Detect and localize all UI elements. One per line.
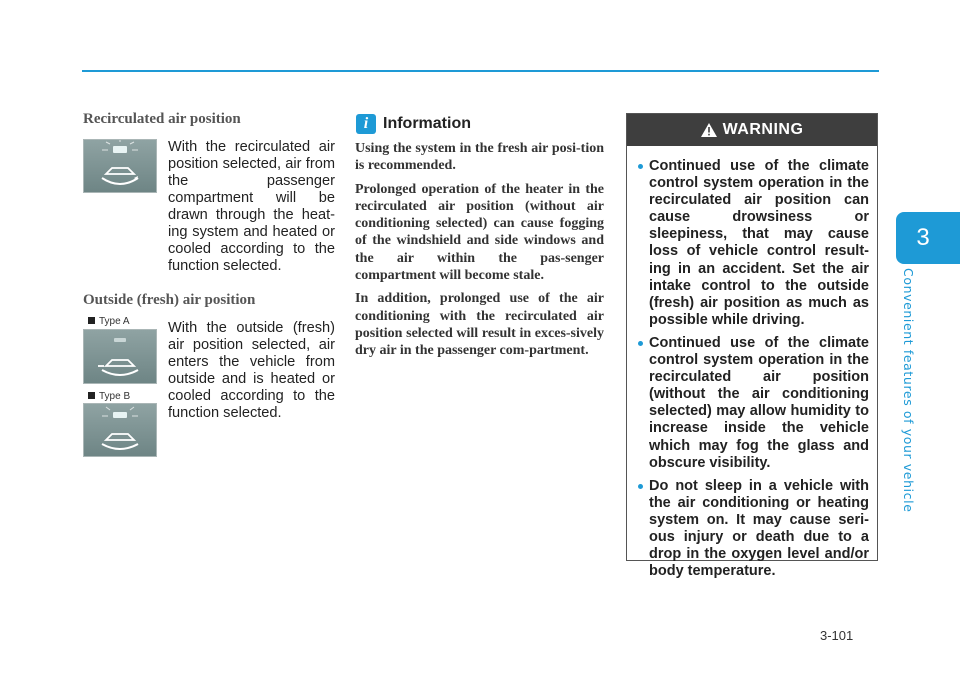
header-rule: [82, 70, 879, 72]
square-bullet-icon: [88, 392, 95, 399]
warning-header: [627, 114, 877, 146]
chapter-number-tab[interactable]: 3: [896, 212, 960, 264]
information-paragraph: Prolonged operation of the heater in the recirculated air position (without air conditioning selected) can cause fogging of the windshield and side windows and the air within the pas-senger compartment will become stale.: [355, 181, 604, 284]
recirculated-air-button-icon: [83, 139, 157, 193]
fresh-air-button-lit-icon: [83, 403, 157, 457]
type-a-label: Type A: [88, 316, 130, 327]
warning-box: [626, 113, 878, 580]
type-b-label: Type B: [88, 391, 130, 402]
information-paragraph: Using the system in the fresh air posi-tion is recommended.: [355, 141, 604, 174]
square-bullet-icon: [88, 317, 95, 324]
fresh-air-heading: Outside (fresh) air position: [83, 292, 256, 308]
recirculated-air-heading: Recirculated air position: [83, 111, 241, 127]
chapter-title: Convenient features of your vehicle: [901, 268, 916, 513]
page-number: 3-101: [820, 628, 854, 643]
information-paragraph: In addition, prolonged use of the air conditioning with the recirculated air position selected will result in exces-sively dry air in the passenger com-partment.: [355, 291, 604, 359]
warning-triangle-icon: [701, 123, 717, 137]
recirculated-air-description: With the recirculated air position selected, air from the passenger compartment will be drawn through the heat-ing system and heated or cooled according to the function selected.: [168, 139, 335, 274]
information-title: Information: [383, 115, 471, 132]
warning-item: Do not sleep in a vehicle with the air conditioning or heating system on. It may cause seri-ous injury or death due to a drop in the oxygen level and/or body temperature.: [637, 478, 869, 581]
fresh-air-button-icon: [83, 329, 157, 384]
warning-title: WARNING: [722, 121, 804, 138]
warning-list: [627, 146, 877, 580]
warning-item: Continued use of the climate control system operation in the recirculated air position (without the air conditioning selected) may allow humidity to increase inside the vehicle which may fog the glass and obscure visibility.: [637, 335, 869, 472]
information-header: [356, 114, 471, 134]
fresh-air-description: With the outside (fresh) air position selected, air enters the vehicle from outside and is heated or cooled according to the function selected.: [168, 320, 335, 421]
info-icon: i: [356, 114, 376, 134]
warning-item: Continued use of the climate control system operation in the recirculated air position can cause drowsiness or sleepiness, that may cause loss of vehicle control result-ing in an accident. Set the air intake control to the outside (fresh) air position as much as possible while driving.: [637, 158, 869, 329]
information-body: [355, 140, 604, 366]
